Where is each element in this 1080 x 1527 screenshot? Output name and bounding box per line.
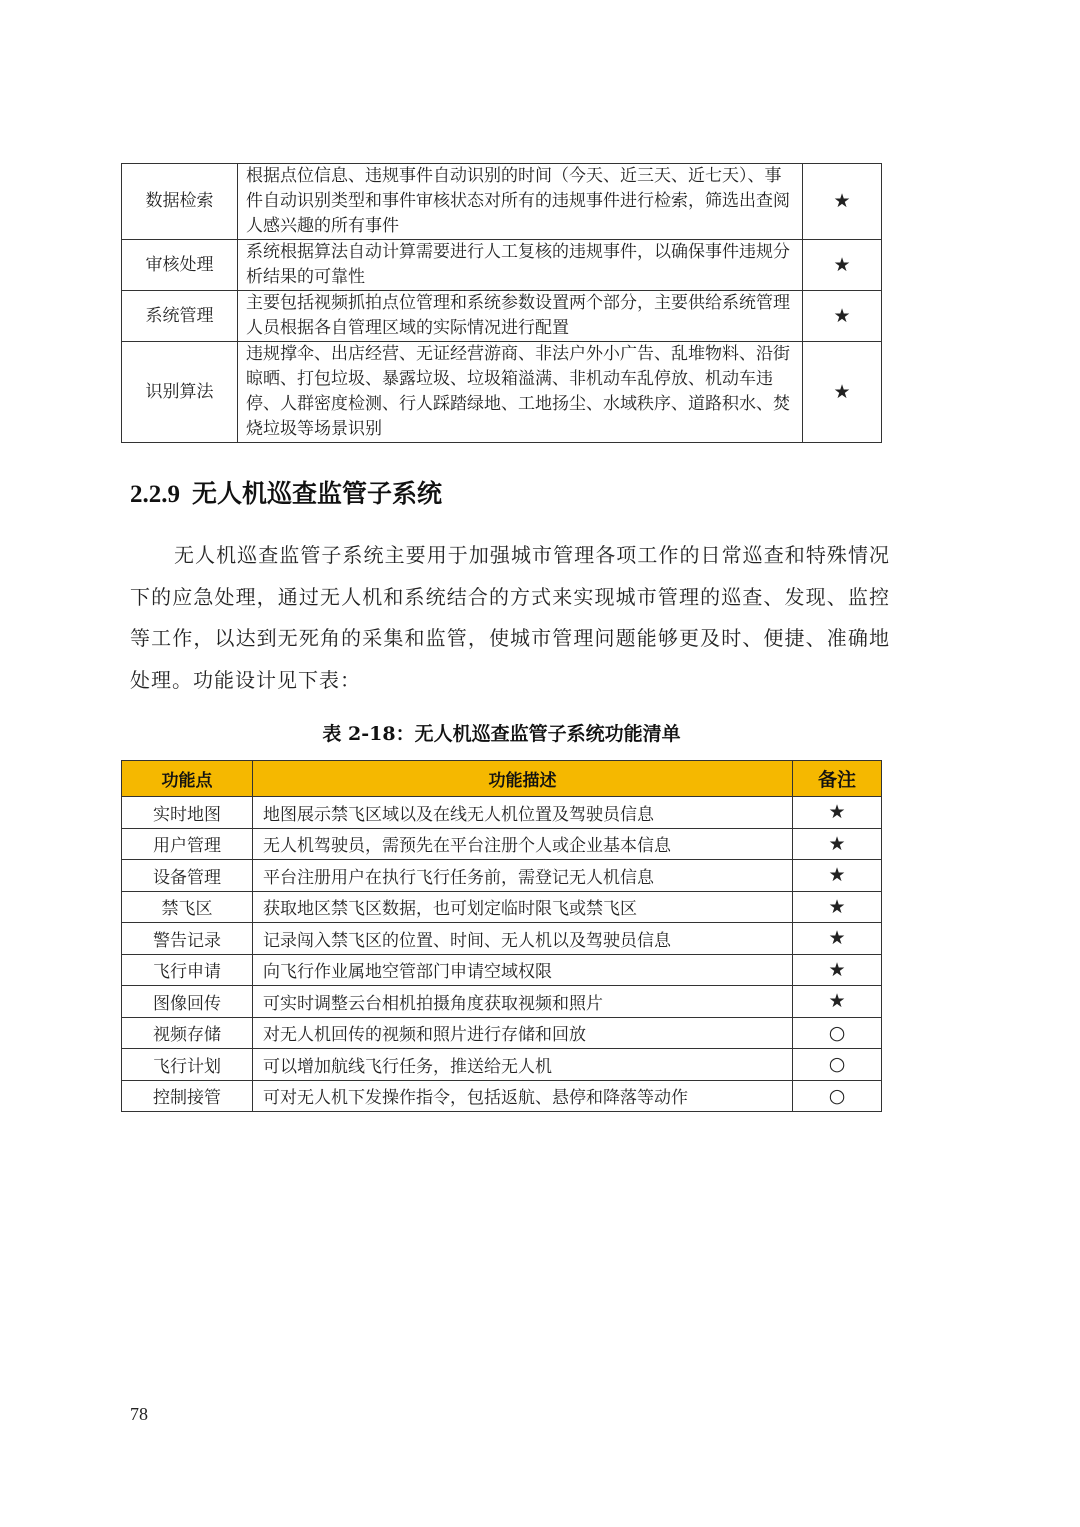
feature-description: 向飞行作业属地空管部门申请空域权限 <box>253 954 793 986</box>
section-number: 2.2.9 <box>130 481 180 508</box>
feature-name: 警告记录 <box>122 923 253 955</box>
circle-icon: ○ <box>793 1049 882 1081</box>
header-feature: 功能点 <box>122 761 253 797</box>
uav-function-table <box>121 760 882 1112</box>
table-row <box>122 923 882 955</box>
feature-name: 飞行计划 <box>122 1049 253 1081</box>
section-title: 无人机巡查监管子系统 <box>192 479 443 508</box>
table-row <box>122 860 882 892</box>
feature-description: 对无人机回传的视频和照片进行存储和回放 <box>253 1017 793 1049</box>
star-icon: ★ <box>803 342 882 443</box>
feature-description: 可对无人机下发操作指令，包括返航、悬停和降落等动作 <box>253 1080 793 1112</box>
feature-description: 可以增加航线飞行任务，推送给无人机 <box>253 1049 793 1081</box>
star-icon: ★ <box>803 240 882 291</box>
star-icon: ★ <box>793 923 882 955</box>
table-row <box>122 1049 882 1081</box>
page-number: 78 <box>130 1404 148 1424</box>
star-icon: ★ <box>793 797 882 829</box>
table-row <box>122 240 882 291</box>
feature-name: 用户管理 <box>122 828 253 860</box>
feature-name: 控制接管 <box>122 1080 253 1112</box>
table-row <box>122 797 882 829</box>
table-row <box>122 291 882 342</box>
star-icon: ★ <box>803 291 882 342</box>
feature-description: 根据点位信息、违规事件自动识别的时间（今天、近三天、近七天）、事件自动识别类型和事件审核状态对所有的违规事件进行检索，筛选出查阅人感兴趣的所有事件 <box>238 164 803 240</box>
feature-name: 数据检索 <box>122 164 238 240</box>
table-row <box>122 164 882 240</box>
star-icon: ★ <box>803 164 882 240</box>
star-icon: ★ <box>793 860 882 892</box>
table-header-row <box>122 761 882 797</box>
star-icon: ★ <box>793 828 882 860</box>
feature-name: 视频存储 <box>122 1017 253 1049</box>
feature-name: 禁飞区 <box>122 891 253 923</box>
feature-name: 实时地图 <box>122 797 253 829</box>
feature-name: 审核处理 <box>122 240 238 291</box>
feature-name: 系统管理 <box>122 291 238 342</box>
star-icon: ★ <box>793 954 882 986</box>
circle-icon: ○ <box>793 1017 882 1049</box>
table-row <box>122 342 882 443</box>
table-row <box>122 828 882 860</box>
body-paragraph: 无人机巡查监管子系统主要用于加强城市管理各项工作的日常巡查和特殊情况下的应急处理，通过无人机和系统结合的方式来实现城市管理的巡查、发现、监控等工作，以达到无死角的采集和监管，使城市管理问题能够更及时、便捷、准确地处理。功能设计见下表： <box>130 543 890 692</box>
feature-description: 平台注册用户在执行飞行任务前，需登记无人机信息 <box>253 860 793 892</box>
circle-icon: ○ <box>793 1080 882 1112</box>
star-icon: ★ <box>793 986 882 1018</box>
feature-description: 违规撑伞、出店经营、无证经营游商、非法户外小广告、乱堆物料、沿街晾晒、打包垃圾、暴露垃圾、垃圾箱溢满、非机动车乱停放、机动车违停、人群密度检测、行人踩踏绿地、工地扬尘、水域秩序、道路积水、焚烧垃圾等场景识别 <box>238 342 803 443</box>
feature-description: 无人机驾驶员，需预先在平台注册个人或企业基本信息 <box>253 828 793 860</box>
feature-description: 记录闯入禁飞区的位置、时间、无人机以及驾驶员信息 <box>253 923 793 955</box>
feature-description: 可实时调整云台相机拍摄角度获取视频和照片 <box>253 986 793 1018</box>
table-row <box>122 1017 882 1049</box>
table-caption: 表 2-18：无人机巡查监管子系统功能清单 <box>322 723 681 745</box>
table-row <box>122 1080 882 1112</box>
header-description: 功能描述 <box>253 761 793 797</box>
header-note: 备注 <box>793 761 882 797</box>
table-row <box>122 986 882 1018</box>
table-row <box>122 891 882 923</box>
feature-name: 飞行申请 <box>122 954 253 986</box>
star-icon: ★ <box>793 891 882 923</box>
feature-description: 获取地区禁飞区数据，也可划定临时限飞或禁飞区 <box>253 891 793 923</box>
feature-name: 设备管理 <box>122 860 253 892</box>
feature-description: 系统根据算法自动计算需要进行人工复核的违规事件，以确保事件违规分析结果的可靠性 <box>238 240 803 291</box>
table-row <box>122 954 882 986</box>
feature-name: 图像回传 <box>122 986 253 1018</box>
function-table-continued <box>121 163 882 443</box>
feature-name: 识别算法 <box>122 342 238 443</box>
section-heading <box>130 474 890 515</box>
feature-description: 地图展示禁飞区域以及在线无人机位置及驾驶员信息 <box>253 797 793 829</box>
feature-description: 主要包括视频抓拍点位管理和系统参数设置两个部分，主要供给系统管理人员根据各自管理区域的实际情况进行配置 <box>238 291 803 342</box>
